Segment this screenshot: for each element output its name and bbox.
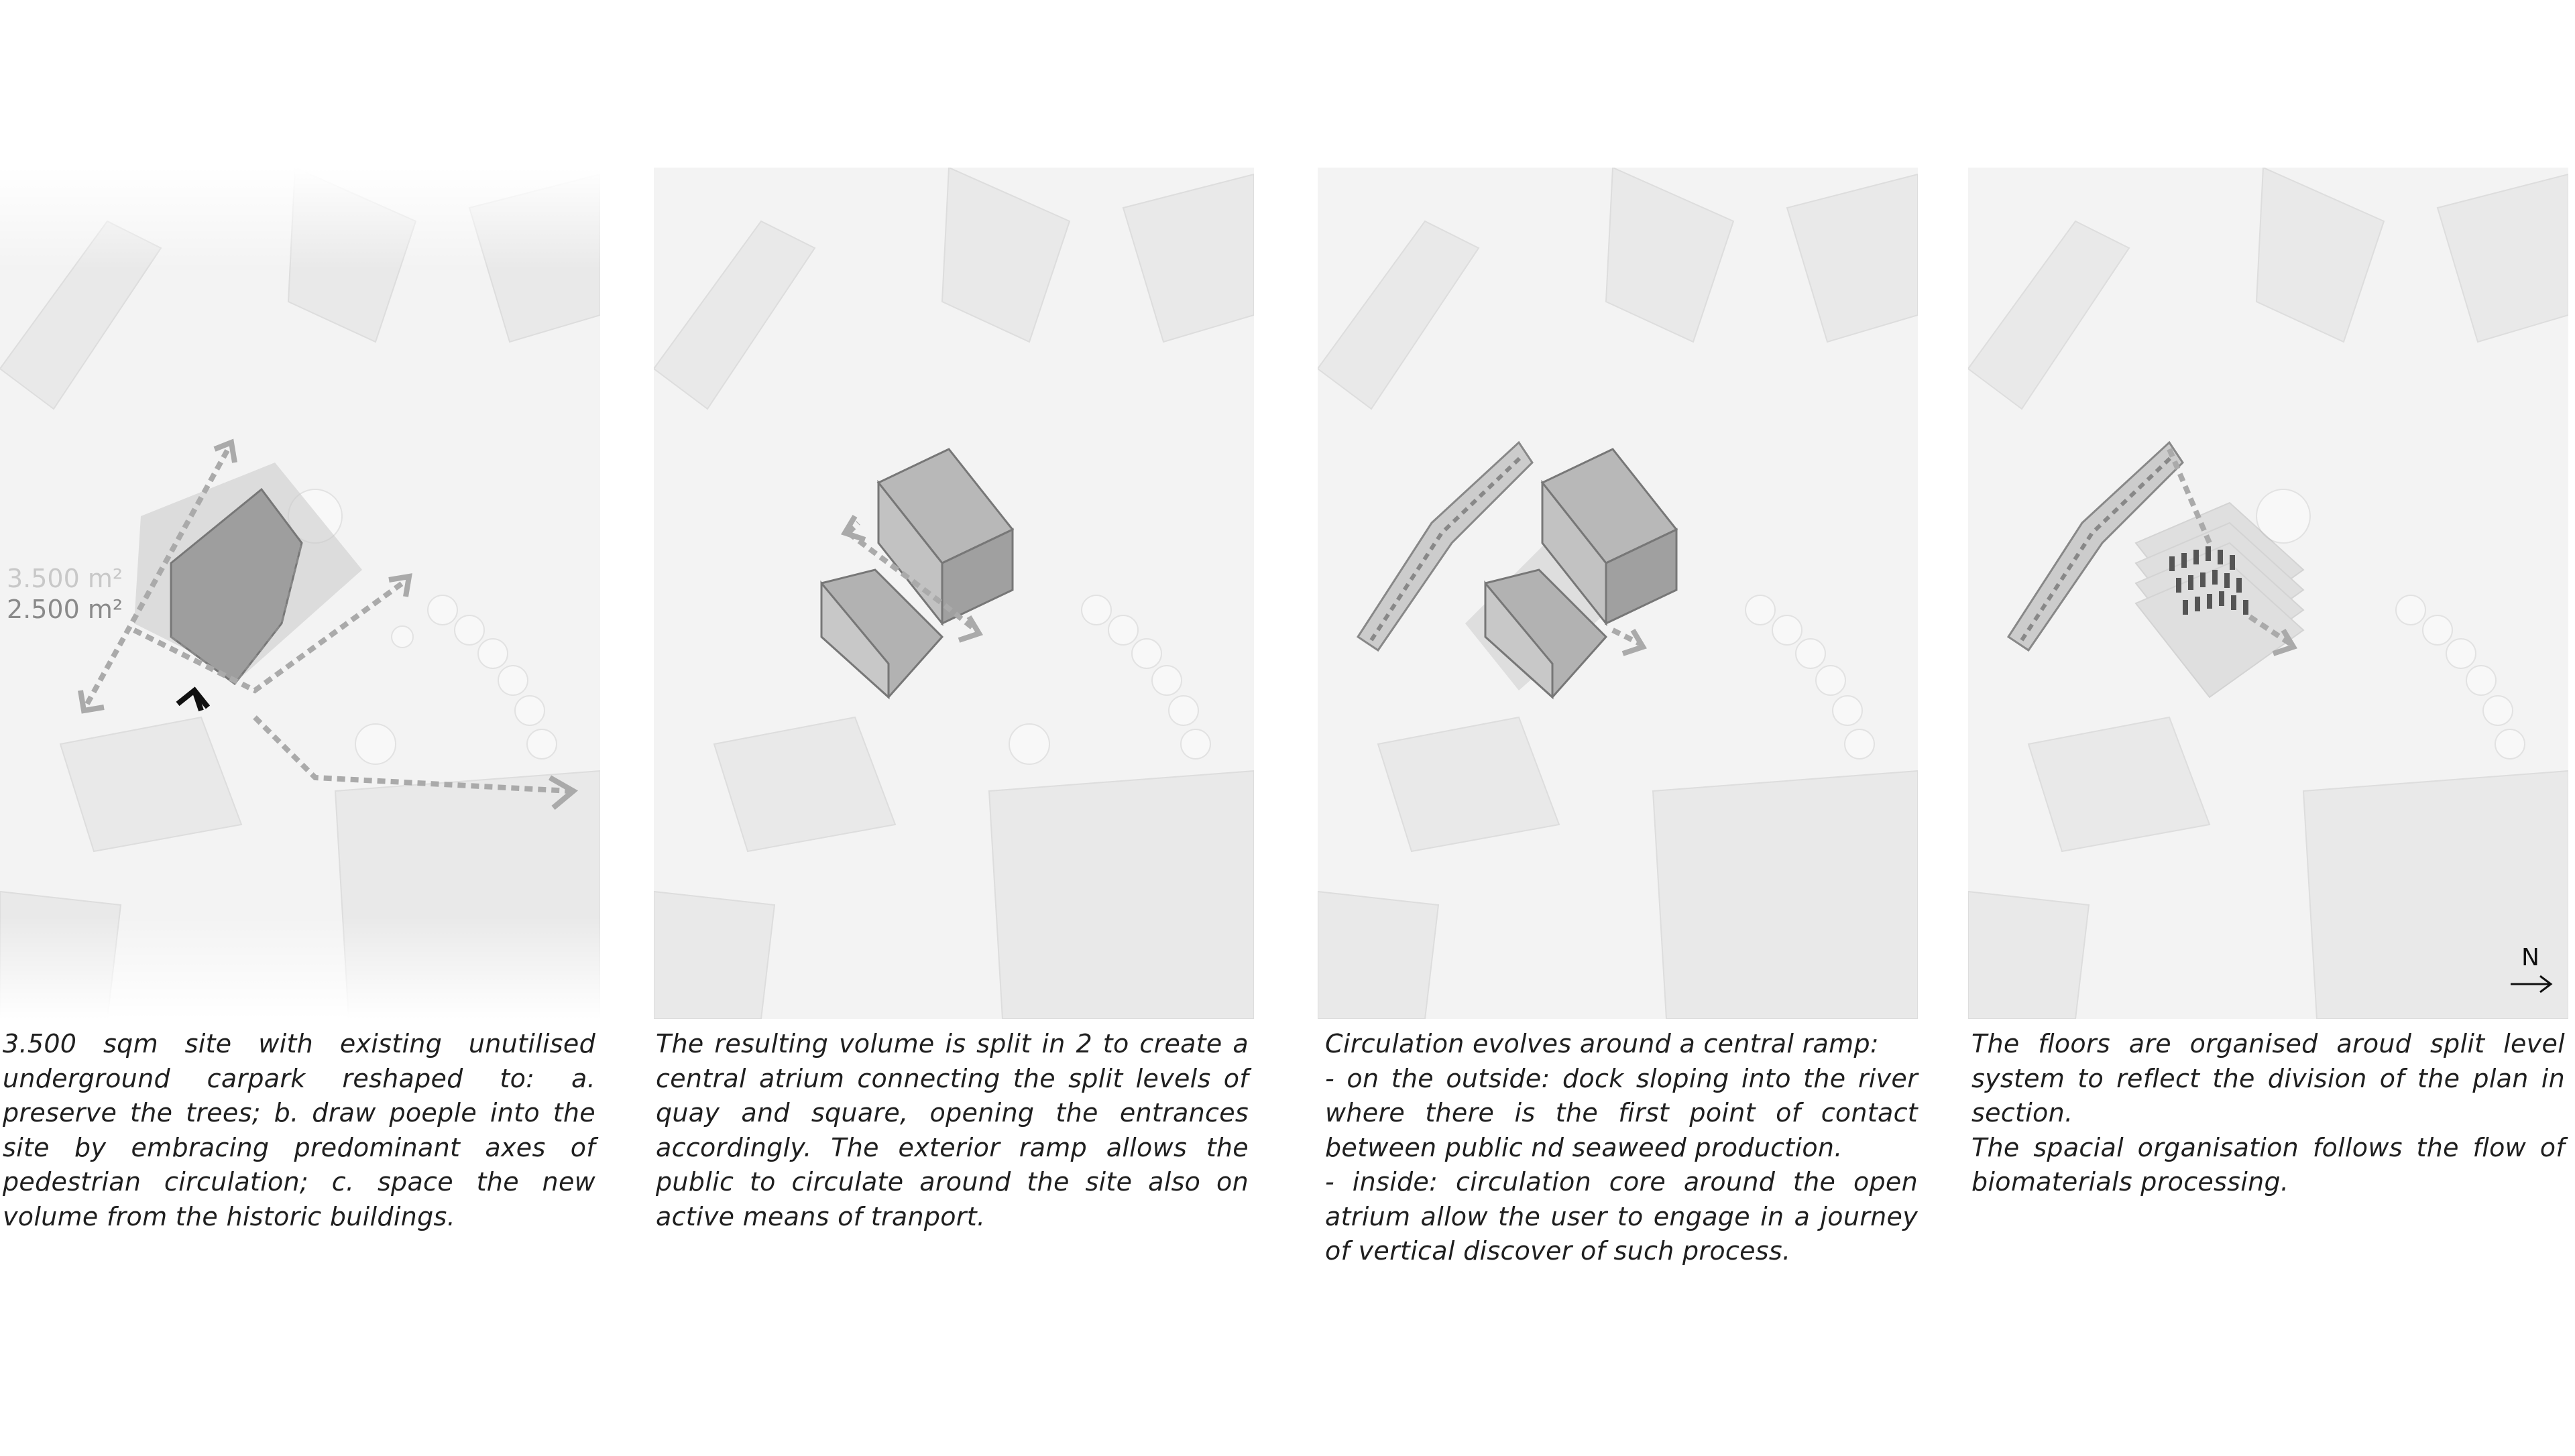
area-label-built: 2.500 m²: [7, 595, 123, 624]
caption-3-paragraph-3: - inside: circulation core around the open atrium allow the user to engage in a journey of vertical discover of such process.: [1325, 1167, 1918, 1266]
diagram-panel-3: [1318, 168, 1918, 1019]
area-labels: [7, 563, 123, 625]
caption-4-paragraph-1: The floors are organised aroud split level system to reflect the division of the plan in section.: [1971, 1029, 2565, 1128]
caption-3: [1325, 1027, 1918, 1269]
diagram-panel-2: [654, 168, 1254, 1019]
caption-2-paragraph: The resulting volume is split in 2 to create a central atrium connecting the split levels of quay and square, opening the entrances accordingly. The exterior ramp allows the public to circulate around the site also on active means of tranport.: [656, 1029, 1249, 1231]
caption-2: [656, 1027, 1249, 1234]
north-arrow-icon: [2508, 971, 2555, 997]
area-label-total: 3.500 m²: [7, 564, 123, 593]
caption-4-paragraph-2: The spacial organisation follows the flow of biomaterials processing.: [1971, 1132, 2565, 1197]
north-label: N: [2521, 944, 2539, 971]
caption-3-paragraph-1: Circulation evolves around a central ramp:: [1325, 1029, 1879, 1058]
north-arrow: [2508, 944, 2555, 997]
diagram-panel-4: [1968, 168, 2568, 1019]
site-plan-2: [654, 168, 1254, 1019]
caption-4: [1971, 1027, 2565, 1200]
site-plan-3: [1318, 168, 1918, 1019]
site-plan-4: [1968, 168, 2568, 1019]
caption-3-paragraph-2: - on the outside: dock sloping into the river where there is the first point of contact between public nd seaweed production.: [1325, 1063, 1918, 1162]
caption-1-paragraph: 3.500 sqm site with existing unutilised underground carpark reshaped to: a. preserve the trees; b. draw poeple into the site by embracing predominant axes of pedestrian circulation; c. space the new volume from the historic buildings.: [3, 1029, 595, 1231]
caption-1: [3, 1027, 595, 1234]
